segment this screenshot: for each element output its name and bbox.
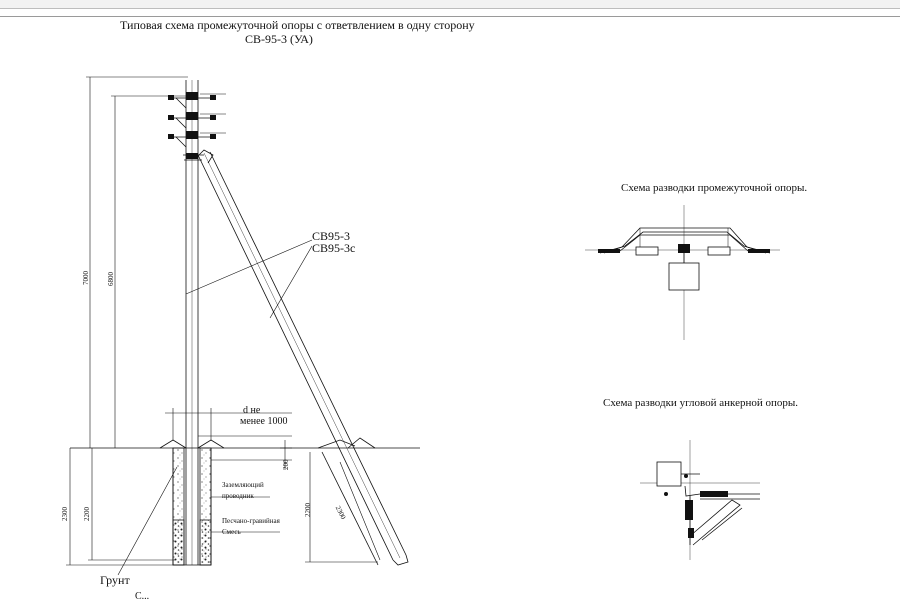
dim-2300-left: 2300 (61, 507, 69, 521)
cut-off-caption: С... (135, 591, 150, 602)
brace-left-edge (198, 155, 393, 560)
dim-2300-brace: 2300 (333, 504, 348, 521)
dim-6800: 6800 (107, 272, 115, 286)
ground-wire-label-1: Заземляющий (222, 481, 264, 489)
d-min-label: менее 1000 (240, 416, 288, 427)
dim-2200-right: 2200 (304, 503, 312, 517)
sand-mix-label-1: Песчано-гравийная (222, 517, 280, 525)
soil-label: Грунт (100, 573, 130, 587)
corner-anchor-wiring-scheme (640, 440, 760, 560)
sand-mix-label-2: Смесь (222, 528, 241, 536)
gravel-fill-left (173, 520, 184, 565)
dim-200: 200 (282, 459, 290, 470)
dim-7000: 7000 (82, 271, 90, 285)
d-label: d не (243, 405, 261, 416)
brace-right-edge (210, 152, 406, 555)
dim-2200-left: 2200 (83, 507, 91, 521)
diagram-subtitle: СВ-95-3 (УА) (245, 32, 313, 46)
gravel-fill-right (200, 520, 211, 565)
intermediate-wiring-caption: Схема разводки промежуточной опоры. (621, 182, 808, 194)
ground-wire-label-2: проводник (222, 492, 254, 500)
corner-anchor-wiring-caption: Схема разводки угловой анкерной опоры. (603, 397, 799, 409)
pole-label-sv95-3: СВ95-3 (312, 229, 351, 243)
diagram-title: Типовая схема промежуточной опоры с ответвлением в одну сторону (120, 18, 475, 32)
intermediate-wiring-scheme (585, 205, 780, 340)
pole-label-sv95-3s: СВ95-3с (312, 241, 356, 255)
